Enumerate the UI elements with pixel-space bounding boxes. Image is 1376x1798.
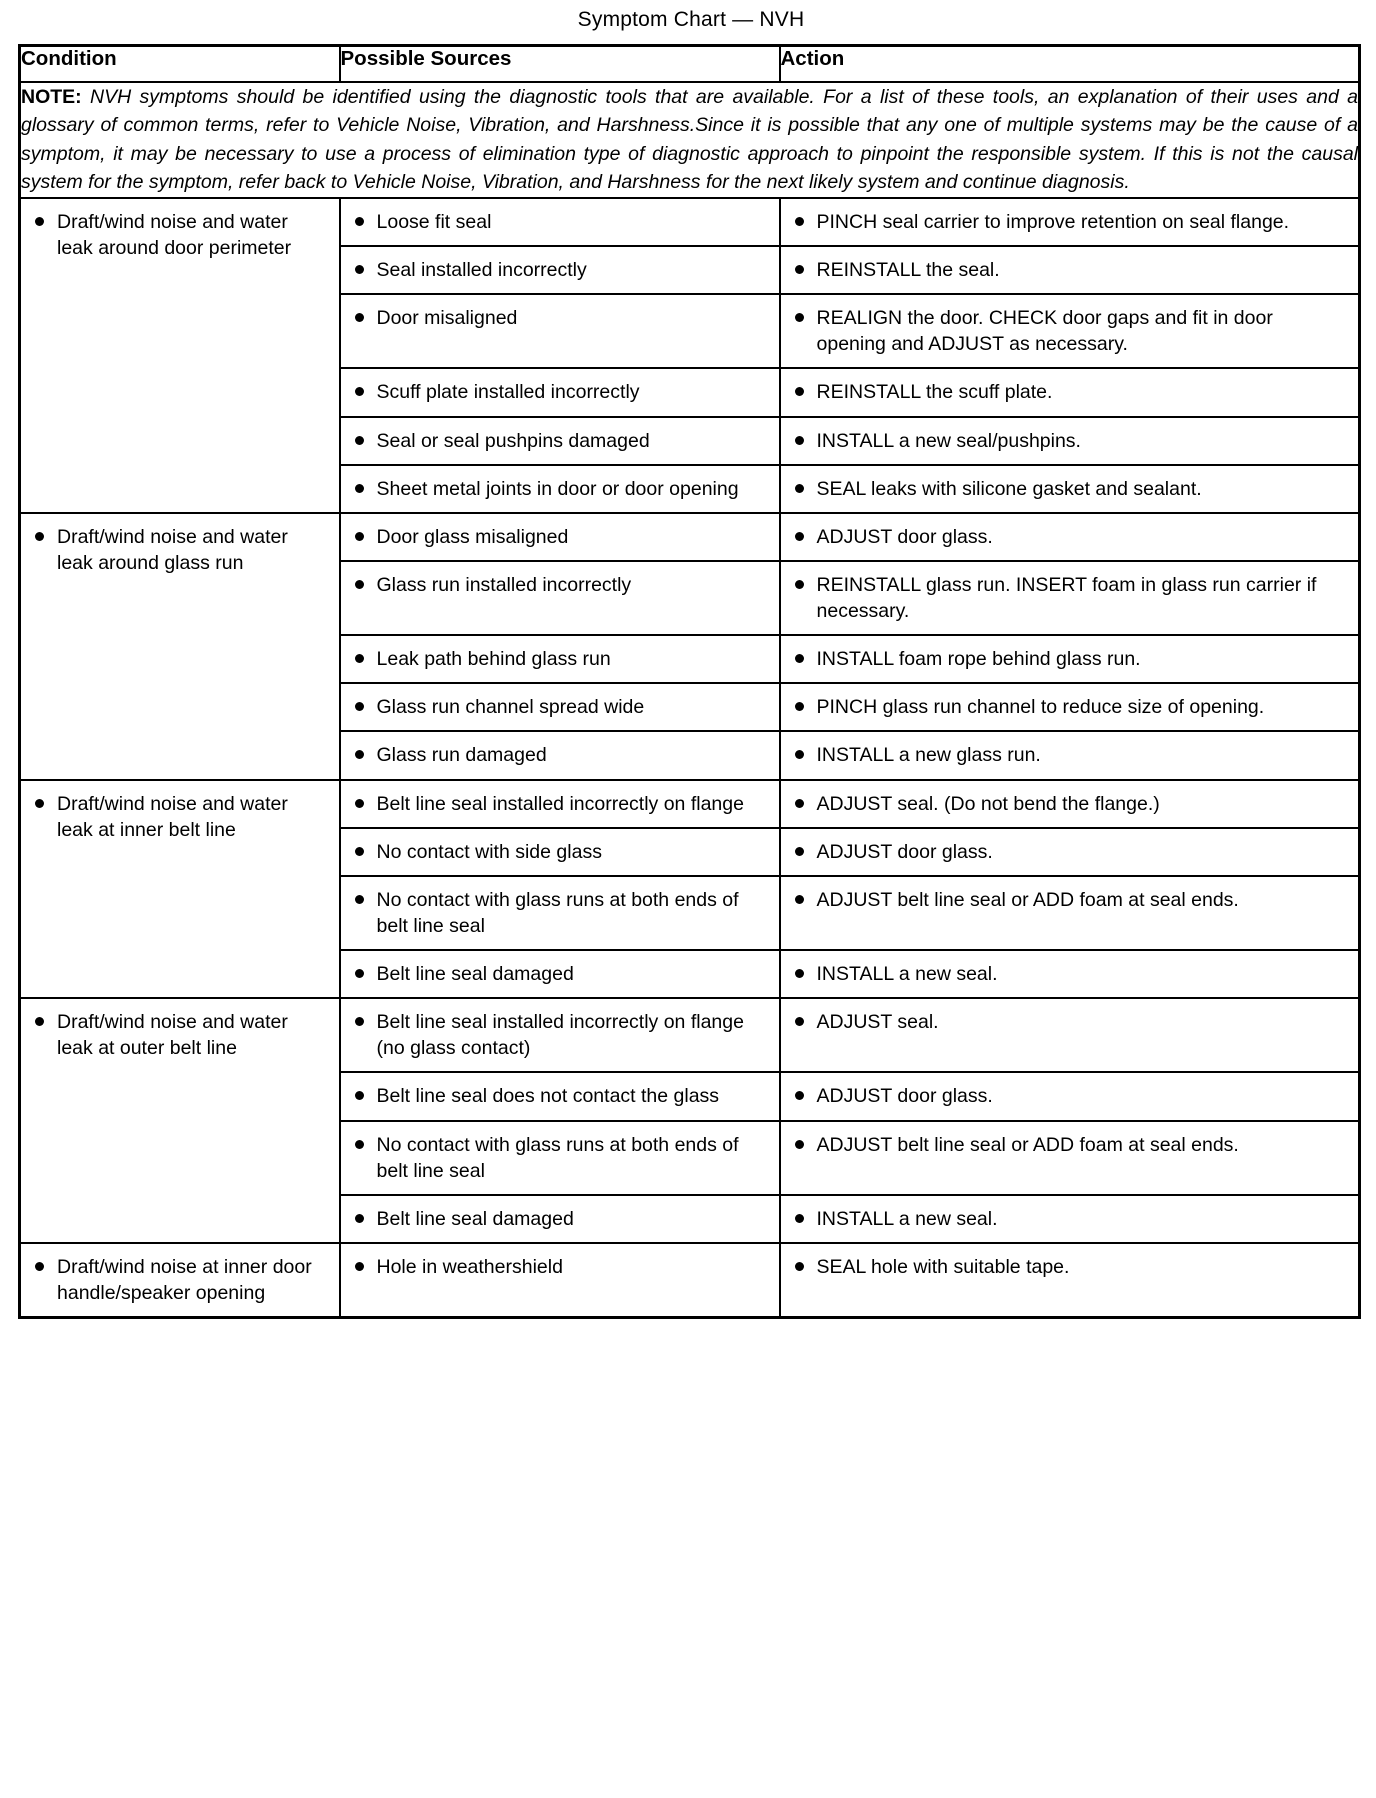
action-cell-text: ADJUST door glass. — [816, 840, 993, 863]
condition-cell-text: Draft/wind noise at inner door handle/speaker opening — [57, 1255, 312, 1304]
action-cell-text: INSTALL foam rope behind glass run. — [816, 648, 1141, 671]
bullet-icon — [795, 379, 817, 396]
possible-source-cell-text: Belt line seal does not contact the glass — [376, 1085, 720, 1108]
bullet-icon — [355, 428, 377, 445]
possible-source-cell — [340, 731, 780, 779]
possible-source-cell — [340, 635, 780, 683]
bullet-icon — [355, 1254, 377, 1271]
possible-source-cell-text: Door misaligned — [376, 307, 518, 330]
action-cell — [780, 683, 1360, 731]
action-cell-text: PINCH seal carrier to improve retention on seal flange. — [816, 210, 1290, 233]
action-cell — [780, 561, 1360, 635]
bullet-icon — [795, 572, 817, 589]
bullet-icon — [355, 791, 377, 808]
action-cell — [780, 417, 1360, 465]
action-cell-text: ADJUST door glass. — [816, 525, 993, 548]
bullet-icon — [795, 1009, 817, 1026]
bullet-icon — [355, 305, 377, 322]
action-cell-text: INSTALL a new glass run. — [816, 744, 1041, 767]
note-cell — [20, 82, 1360, 198]
bullet-icon — [795, 524, 817, 541]
possible-source-cell — [340, 198, 780, 246]
condition-cell — [20, 998, 340, 1243]
condition-cell-text: Draft/wind noise and water leak at outer belt line — [57, 1011, 288, 1060]
table-row — [20, 513, 1360, 561]
bullet-icon — [355, 742, 377, 759]
action-cell-text: INSTALL a new seal. — [816, 1207, 998, 1230]
action-cell — [780, 198, 1360, 246]
action-cell-text: ADJUST door glass. — [816, 1085, 993, 1108]
possible-source-cell-text: Seal installed incorrectly — [376, 259, 587, 281]
bullet-icon — [795, 1254, 817, 1271]
possible-source-cell — [340, 998, 780, 1072]
table-header-row — [20, 46, 1360, 83]
bullet-icon — [355, 1009, 377, 1026]
action-cell-text: INSTALL a new seal/pushpins. — [816, 429, 1081, 452]
action-cell — [780, 950, 1360, 998]
bullet-icon — [355, 209, 377, 226]
possible-source-cell-text: Seal or seal pushpins damaged — [376, 429, 650, 452]
action-cell — [780, 780, 1360, 828]
possible-source-cell — [340, 950, 780, 998]
action-cell — [780, 1121, 1360, 1195]
action-cell-text: REINSTALL glass run. INSERT foam in glass run carrier if necessary. — [816, 573, 1317, 622]
bullet-icon — [35, 524, 57, 541]
bullet-icon — [795, 1083, 817, 1100]
table-row — [20, 198, 1360, 246]
condition-cell — [20, 513, 340, 780]
condition-cell-text: Draft/wind noise and water leak at inner belt line — [57, 792, 288, 841]
possible-source-cell — [340, 828, 780, 876]
note-label: NOTE: — [21, 86, 82, 108]
column-header-action: Action — [780, 46, 1360, 83]
bullet-icon — [795, 1206, 817, 1223]
page-bottom-space — [18, 1319, 1364, 1363]
action-cell — [780, 1072, 1360, 1120]
action-cell — [780, 635, 1360, 683]
bullet-icon — [355, 524, 377, 541]
action-cell-text: ADJUST seal. (Do not bend the flange.) — [816, 792, 1160, 815]
possible-source-cell — [340, 513, 780, 561]
bullet-icon — [795, 428, 817, 445]
bullet-icon — [355, 839, 377, 856]
possible-source-cell-text: Belt line seal installed incorrectly on flange (no glass contact) — [376, 1011, 744, 1060]
bullet-icon — [795, 839, 817, 856]
action-cell — [780, 1243, 1360, 1318]
action-cell — [780, 368, 1360, 416]
condition-cell-text: Draft/wind noise and water leak around door perimeter — [57, 210, 292, 259]
possible-source-cell — [340, 368, 780, 416]
bullet-icon — [355, 887, 377, 904]
table-row — [20, 998, 1360, 1072]
action-cell — [780, 828, 1360, 876]
bullet-icon — [795, 961, 817, 978]
possible-source-cell-text: Belt line seal damaged — [376, 1207, 574, 1230]
condition-cell — [20, 780, 340, 999]
page-title: Symptom Chart — NVH — [577, 8, 805, 31]
table-row — [20, 780, 1360, 828]
possible-source-cell-text: Belt line seal installed incorrectly on flange — [376, 792, 744, 815]
possible-source-cell — [340, 1072, 780, 1120]
bullet-icon — [355, 379, 377, 396]
bullet-icon — [355, 572, 377, 589]
bullet-icon — [795, 791, 817, 808]
bullet-icon — [795, 305, 817, 322]
table-body — [20, 82, 1360, 1318]
action-cell-text: PINCH glass run channel to reduce size of opening. — [816, 696, 1265, 719]
possible-source-cell — [340, 246, 780, 294]
possible-source-cell-text: Hole in weathershield — [376, 1255, 563, 1278]
action-cell — [780, 246, 1360, 294]
bullet-icon — [795, 257, 817, 274]
bullet-icon — [355, 1083, 377, 1100]
action-cell-text: ADJUST belt line seal or ADD foam at seal ends. — [816, 888, 1239, 911]
action-cell — [780, 731, 1360, 779]
possible-source-cell-text: Sheet metal joints in door or door opening — [376, 477, 739, 500]
bullet-icon — [795, 476, 817, 493]
possible-source-cell-text: No contact with side glass — [376, 840, 602, 863]
possible-source-cell-text: Scuff plate installed incorrectly — [376, 381, 640, 404]
action-cell-text: ADJUST seal. — [816, 1011, 939, 1034]
possible-source-cell-text: Glass run installed incorrectly — [376, 573, 632, 596]
action-cell-text: SEAL hole with suitable tape. — [816, 1255, 1070, 1278]
bullet-icon — [355, 646, 377, 663]
bullet-icon — [355, 1206, 377, 1223]
possible-source-cell — [340, 780, 780, 828]
column-header-condition: Condition — [20, 46, 340, 83]
possible-source-cell-text: No contact with glass runs at both ends of belt line seal — [376, 1133, 739, 1182]
possible-source-cell-text: Glass run channel spread wide — [376, 696, 645, 719]
action-cell — [780, 1195, 1360, 1243]
possible-source-cell — [340, 1243, 780, 1318]
action-cell-text: REALIGN the door. CHECK door gaps and fit in door opening and ADJUST as necessary. — [816, 307, 1273, 356]
possible-source-cell-text: Loose fit seal — [376, 210, 492, 233]
action-cell-text: SEAL leaks with silicone gasket and sealant. — [816, 477, 1202, 500]
bullet-icon — [35, 1254, 57, 1271]
bullet-icon — [795, 742, 817, 759]
possible-source-cell-text: Leak path behind glass run — [376, 648, 611, 671]
bullet-icon — [35, 1009, 57, 1026]
bullet-icon — [795, 209, 817, 226]
table-row — [20, 1243, 1360, 1318]
bullet-icon — [795, 887, 817, 904]
action-cell — [780, 465, 1360, 513]
possible-source-cell — [340, 465, 780, 513]
possible-source-cell — [340, 1195, 780, 1243]
possible-source-cell — [340, 683, 780, 731]
bullet-icon — [355, 961, 377, 978]
possible-source-cell-text: Door glass misaligned — [376, 525, 569, 548]
bullet-icon — [35, 791, 57, 808]
possible-source-cell-text: Glass run damaged — [376, 744, 547, 767]
note-row — [20, 82, 1360, 198]
action-cell-text: REINSTALL the scuff plate. — [816, 381, 1053, 404]
action-cell-text: INSTALL a new seal. — [816, 963, 998, 985]
bullet-icon — [795, 694, 817, 711]
condition-cell-text: Draft/wind noise and water leak around glass run — [57, 525, 288, 574]
possible-source-cell — [340, 294, 780, 368]
bullet-icon — [355, 257, 377, 274]
bullet-icon — [355, 476, 377, 493]
possible-source-cell — [340, 876, 780, 950]
bullet-icon — [795, 646, 817, 663]
action-cell — [780, 513, 1360, 561]
condition-cell — [20, 1243, 340, 1318]
action-cell-text: ADJUST belt line seal or ADD foam at seal ends. — [816, 1133, 1239, 1156]
possible-source-cell-text: Belt line seal damaged — [376, 963, 574, 985]
possible-source-cell — [340, 561, 780, 635]
column-header-possible-sources: Possible Sources — [340, 46, 780, 83]
condition-cell — [20, 198, 340, 513]
action-cell-text: REINSTALL the seal. — [816, 259, 1000, 281]
possible-source-cell-text: No contact with glass runs at both ends of belt line seal — [376, 888, 739, 937]
symptom-chart-table — [18, 44, 1361, 1319]
bullet-icon — [35, 209, 57, 226]
possible-source-cell — [340, 1121, 780, 1195]
action-cell — [780, 876, 1360, 950]
possible-source-cell — [340, 417, 780, 465]
action-cell — [780, 294, 1360, 368]
bullet-icon — [355, 694, 377, 711]
bullet-icon — [355, 1132, 377, 1149]
bullet-icon — [795, 1132, 817, 1149]
action-cell — [780, 998, 1360, 1072]
note-text: NVH symptoms should be identified using the diagnostic tools that are available. For a list of these tools, an explanation of their uses and a glossary of common terms, refer to Vehicle Noise, Vibration, and Harshness.Since it is possible that any one of multiple systems may be the cause of a symptom, it may be necessary to use a process of elimination type of diagnostic approach to pinpoint the responsible system. If this is not the causal system for the symptom, refer back to Vehicle Noise, Vibration, and Harshness for the next likely system and continue diagnosis. — [21, 86, 1358, 194]
